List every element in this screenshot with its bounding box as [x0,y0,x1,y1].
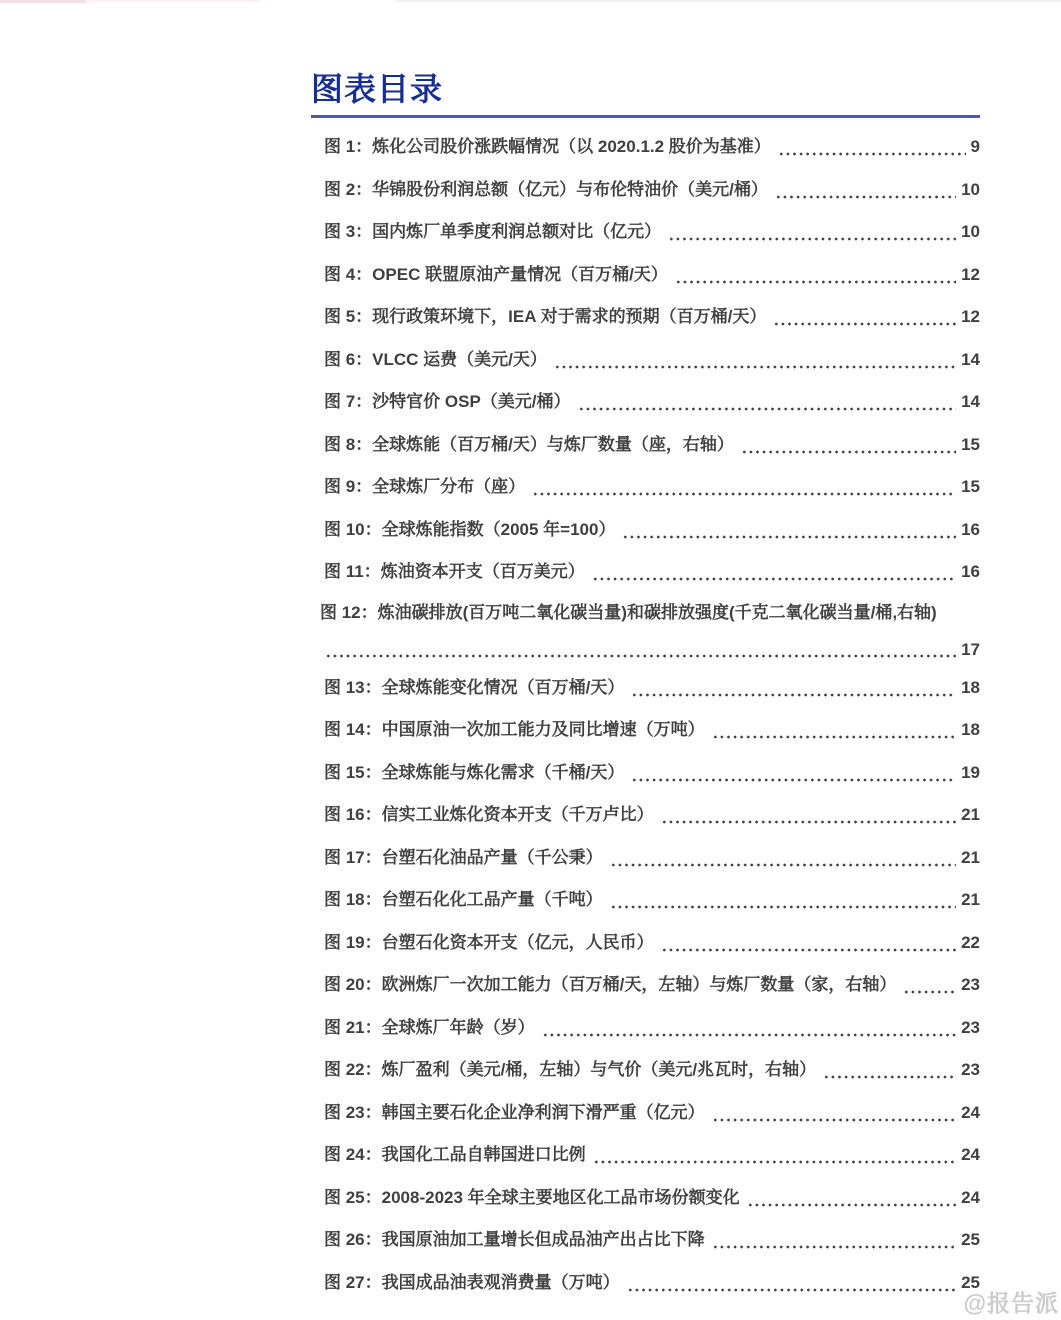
toc-entry-label: 图 21：全球炼厂年龄（岁） [324,1017,535,1037]
toc-entry-page: 18 [961,720,980,739]
toc-entry-page: 16 [961,519,980,539]
toc-entry[interactable] [311,1219,980,1262]
toc-entry[interactable] [311,339,980,382]
toc-entry-label: 图 27：我国成品油表观消费量（万吨） [324,1272,620,1292]
dot-leader [903,990,956,994]
toc-entry-line1 [320,594,980,632]
toc-entry[interactable] [311,466,980,509]
toc-entry[interactable] [311,709,980,752]
toc-entry[interactable] [311,922,980,965]
dot-leader [668,237,956,241]
toc-entry-page: 23 [961,1017,980,1037]
toc-entry-line2 [320,632,980,667]
toc-entry[interactable] [311,794,980,837]
toc-entry-label: 图 1：炼化公司股价涨跌幅情况（以 2020.1.2 股价为基准） [324,137,771,156]
toc-entry[interactable] [311,296,980,339]
toc-entry[interactable] [311,837,980,880]
dot-leader [712,735,956,739]
dot-leader [741,450,956,454]
toc-entry-page: 10 [961,179,980,199]
toc-entry-page: 21 [961,847,980,867]
toc-entry-label: 图 20：欧洲炼厂一次加工能力（百万桶/天，左轴）与炼厂数量（家，右轴） [324,975,897,994]
toc-entry-page: 15 [961,477,980,496]
toc-entry[interactable] [311,1007,980,1050]
toc-entry-label: 图 18：台塑石化化工品产量（千吨） [324,890,603,909]
toc-entry-label: 图 12：炼油碳排放(百万吨二氧化碳当量)和碳排放强度(千克二氧化碳当量/桶,右轴) [320,602,937,622]
toc-entry[interactable] [311,667,980,710]
toc-entry-page: 14 [961,392,980,411]
dot-leader [610,863,956,867]
toc-entry[interactable] [311,964,980,1007]
toc-entry[interactable] [311,879,980,922]
toc-entry-page: 23 [961,975,980,994]
toc-entry-page: 17 [961,639,980,659]
toc-entry[interactable] [311,381,980,424]
dot-leader [631,693,956,697]
toc-entry[interactable] [311,169,980,212]
toc-entry-page: 24 [961,1187,980,1207]
dot-leader [554,365,956,369]
dot-leader [325,654,956,658]
toc-entry-label: 图 13：全球炼能变化情况（百万桶/天） [324,677,625,697]
dot-leader [675,280,956,284]
dot-leader [593,1160,956,1164]
toc-entry[interactable] [311,1134,980,1177]
toc-entry-label: 图 26：我国原油加工量增长但成品油产出占比下降 [324,1230,705,1249]
dot-leader [778,152,966,156]
toc-entry[interactable] [311,509,980,552]
toc-entry-label: 图 22：炼厂盈利（美元/桶，左轴）与气价（美元/兆瓦时，右轴） [324,1060,817,1079]
top-hairline [395,0,1061,2]
toc-entry-label: 图 2：华锦股份利润总额（亿元）与布伦特油价（美元/桶） [324,179,768,199]
toc-entry[interactable] [311,594,980,667]
toc-entry-label: 图 3：国内炼厂单季度利润总额对比（亿元） [324,222,662,241]
toc-entry-label: 图 16：信实工业炼化资本开支（千万卢比） [324,805,654,824]
toc-entry-label: 图 17：台塑石化油品产量（千公秉） [324,847,603,867]
dot-leader [610,905,956,909]
toc-entry-page: 22 [961,932,980,952]
toc-entry-label: 图 15：全球炼能与炼化需求（千桶/天） [324,762,625,782]
page-title: 图表目录 [311,71,444,107]
toc-entry[interactable] [311,211,980,254]
toc-entry-label: 图 19：台塑石化资本开支（亿元，人民币） [324,932,654,952]
toc-entry-label: 图 24：我国化工品自韩国进口比例 [324,1145,586,1164]
toc-entry-label: 图 11：炼油资本开支（百万美元） [324,562,585,581]
toc-entry-page: 21 [961,890,980,909]
dot-leader [775,195,956,199]
dot-leader [823,1075,956,1079]
dot-leader [622,535,956,539]
toc-entry[interactable] [311,126,980,169]
toc-entry-label: 图 25：2008-2023 年全球主要地区化工品市场份额变化 [324,1187,740,1207]
toc-entry-page: 14 [961,349,980,369]
toc-entry-page: 10 [961,222,980,241]
toc-entry-page: 12 [961,264,980,284]
toc-entry-page: 12 [961,307,980,326]
toc-entry-page: 16 [961,562,980,581]
toc-entry[interactable] [311,551,980,594]
toc-entry-label: 图 23：韩国主要石化企业净利润下滑严重（亿元） [324,1102,705,1122]
toc-entry[interactable] [311,424,980,467]
title-underline [311,115,980,118]
toc-entry-label: 图 9：全球炼厂分布（座） [324,477,526,496]
toc-content [311,70,980,1304]
toc-entry-page: 19 [961,762,980,782]
dot-leader [773,322,956,326]
toc-entry-page: 25 [961,1230,980,1249]
toc-entry[interactable] [311,1177,980,1220]
top-accent-line-faint [86,0,260,2]
toc-entry-label: 图 6：VLCC 运费（美元/天） [324,349,547,369]
toc-entry-page: 18 [961,677,980,697]
toc-entry-label: 图 7：沙特官价 OSP（美元/桶） [324,392,571,411]
dot-leader [661,948,956,952]
toc-entry-label: 图 5：现行政策环境下，IEA 对于需求的预期（百万桶/天） [324,307,767,326]
dot-leader [712,1245,956,1249]
toc-entry-label: 图 4：OPEC 联盟原油产量情况（百万桶/天） [324,264,668,284]
dot-leader [661,820,956,824]
dot-leader [631,778,956,782]
dot-leader [542,1033,956,1037]
top-accent-line [0,0,86,3]
dot-leader [578,407,957,411]
dot-leader [747,1203,956,1207]
toc-entry-page: 9 [970,137,980,156]
toc-entry-page: 24 [961,1102,980,1122]
toc-list [311,126,980,1304]
toc-entry-page: 23 [961,1060,980,1079]
dot-leader [712,1118,956,1122]
watermark: @报告派 [963,1290,1059,1316]
toc-entry-label: 图 14：中国原油一次加工能力及同比增速（万吨） [324,720,705,739]
dot-leader [627,1288,956,1292]
toc-entry-page: 24 [961,1145,980,1164]
toc-entry-label: 图 10：全球炼能指数（2005 年=100） [324,519,616,539]
toc-entry[interactable] [311,254,980,297]
toc-entry[interactable] [311,1092,980,1135]
dot-leader [592,577,956,581]
toc-entry-page: 21 [961,805,980,824]
toc-entry[interactable] [311,1262,980,1305]
toc-entry-label: 图 8：全球炼能（百万桶/天）与炼厂数量（座，右轴） [324,434,734,454]
toc-entry[interactable] [311,1049,980,1092]
toc-entry[interactable] [311,752,980,795]
toc-entry-page: 25 [961,1272,980,1292]
toc-entry-page: 15 [961,434,980,454]
dot-leader [532,492,956,496]
